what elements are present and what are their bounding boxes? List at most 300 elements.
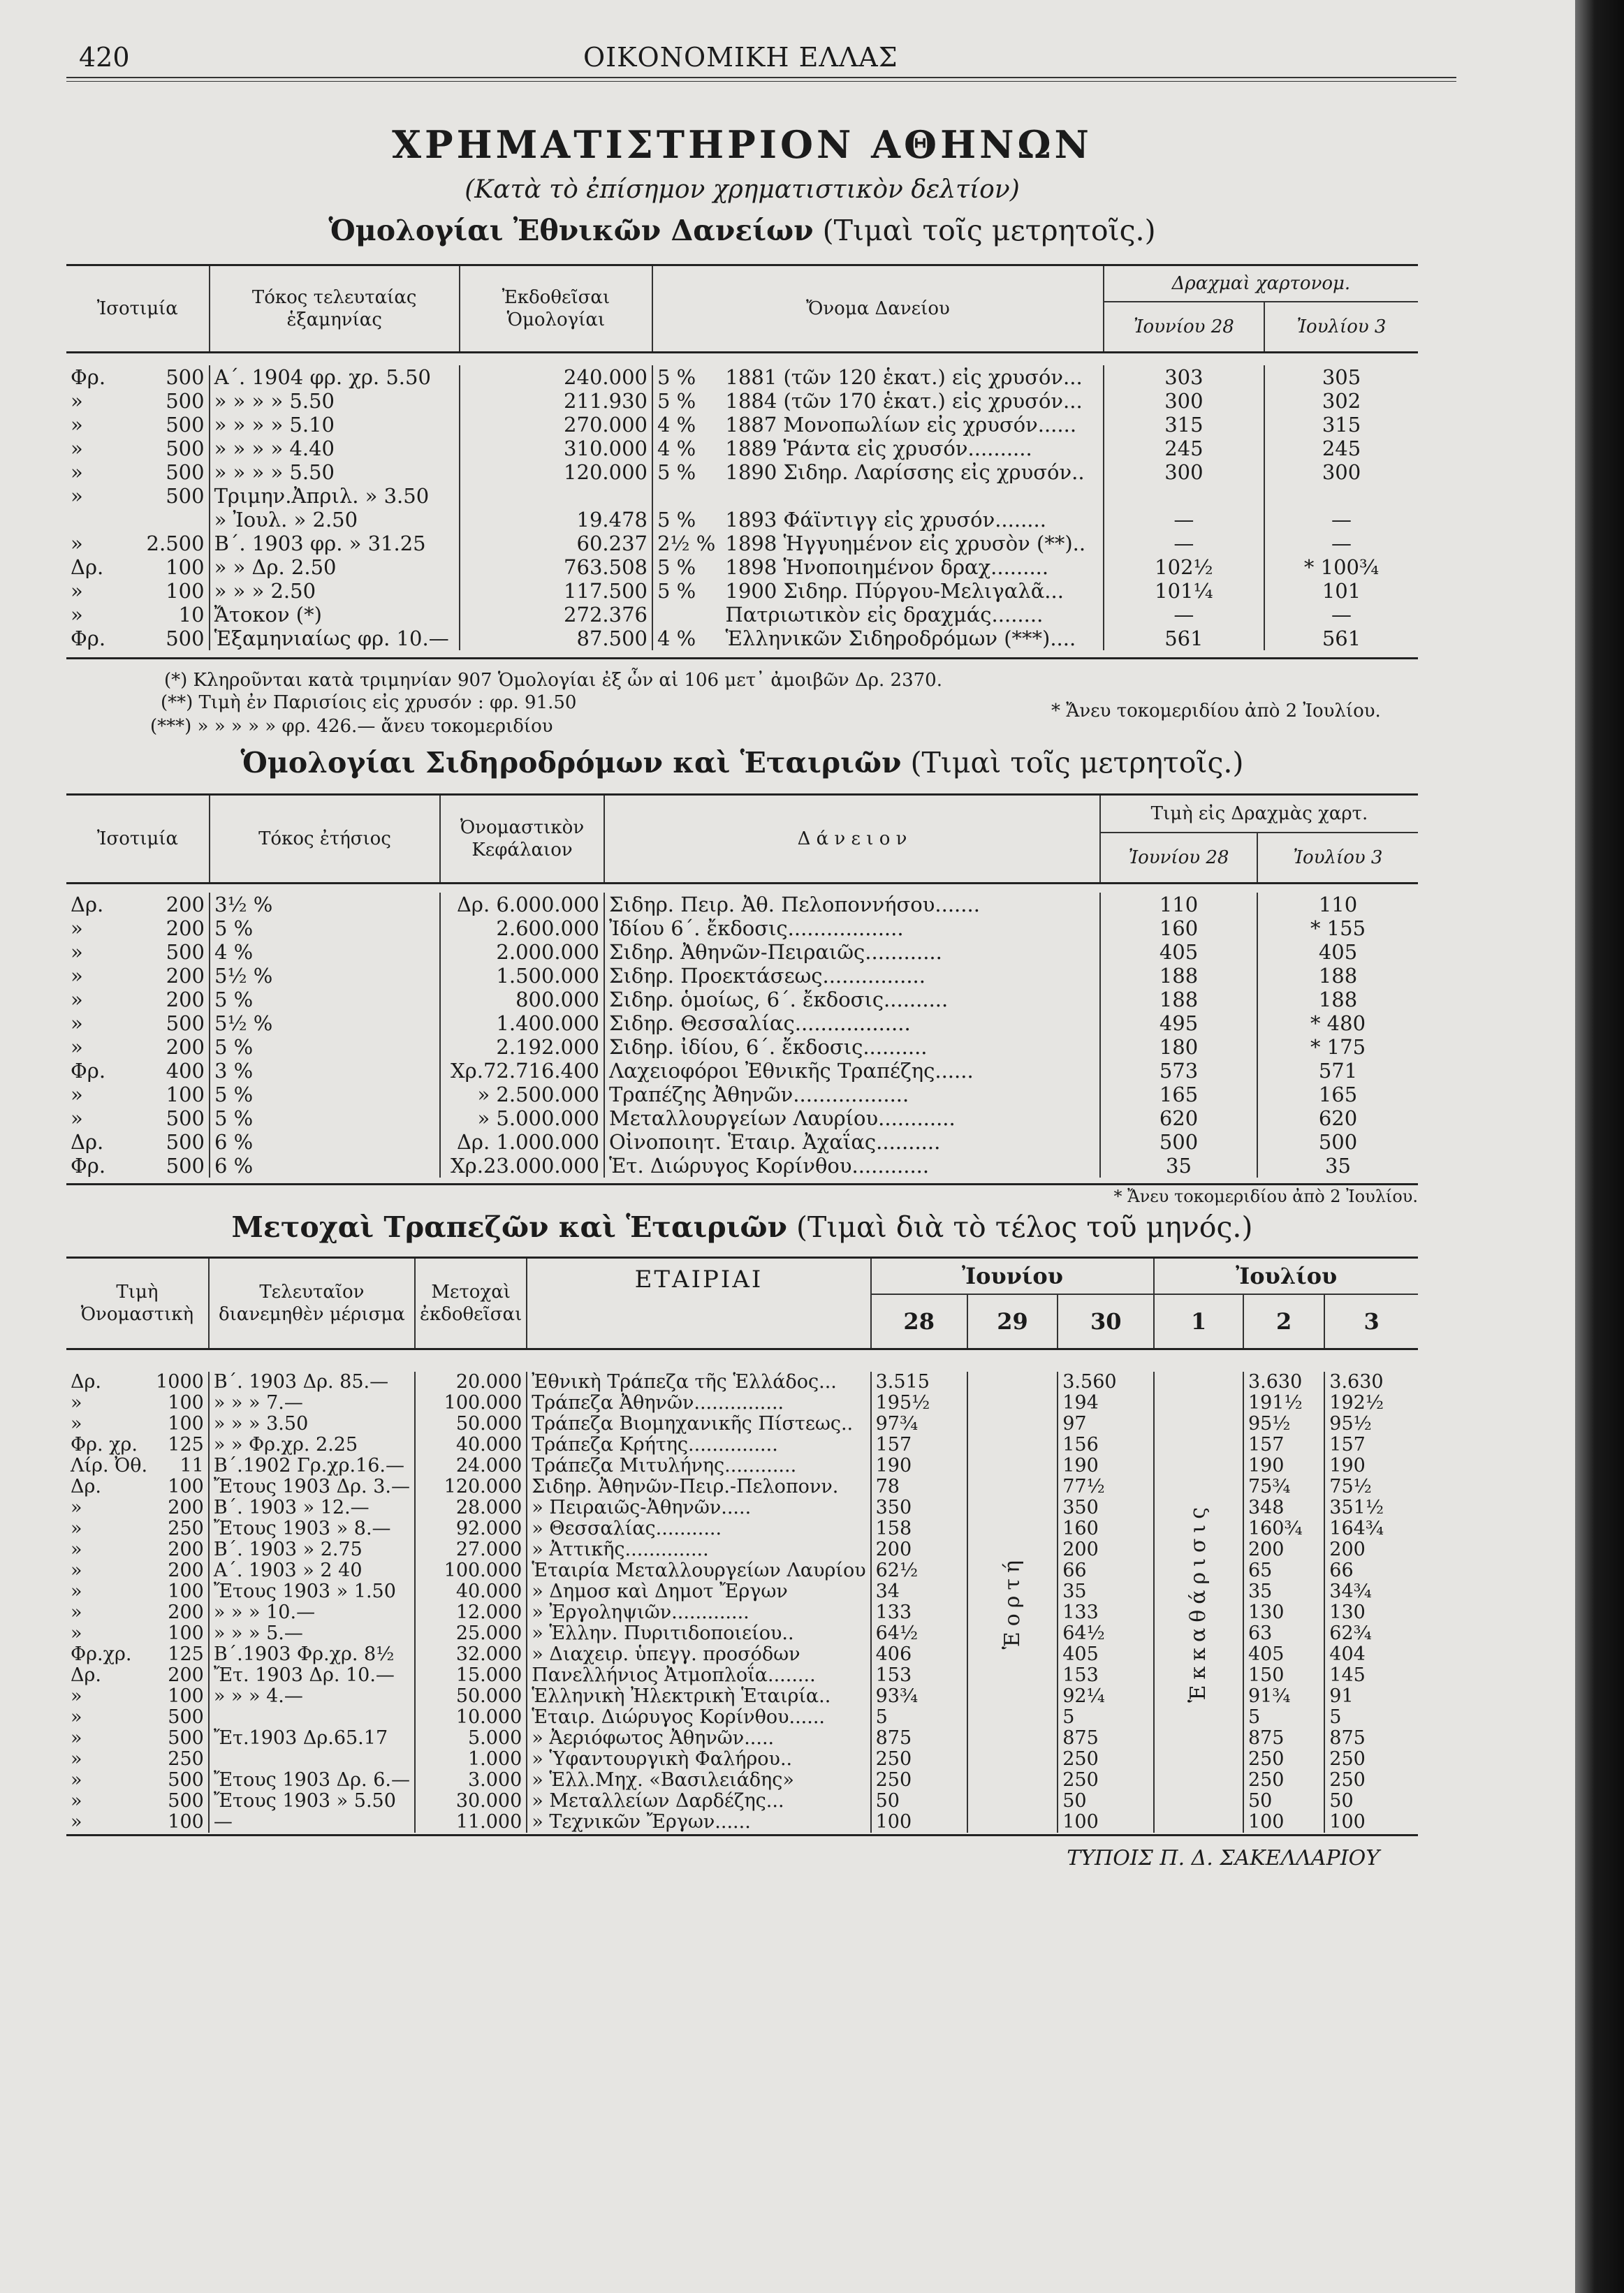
currency-cell: » [71, 1412, 82, 1435]
price-30-cell: 160 [1058, 1518, 1154, 1539]
price-3-cell: 200 [1324, 1539, 1418, 1560]
price-july-cell: * 155 [1257, 916, 1418, 940]
price-30-cell: 250 [1058, 1749, 1154, 1770]
rate-cell: 5 % [652, 555, 722, 579]
par-value-cell: 500 [166, 940, 205, 964]
interest-cell: 5 % [210, 1083, 440, 1106]
price-30-cell: 97 [1058, 1414, 1154, 1435]
section3-bottom-rule [66, 1834, 1418, 1836]
coupon-cell: Α΄. 1904 φρ. χρ. 5.50 [210, 365, 460, 389]
loan-name-cell: 1890 Σιδηρ. Λαρίσσης εἰς χρυσόν.. [725, 460, 1085, 484]
col3-d3: 3 [1324, 1294, 1418, 1349]
col3-etairiai: ΕΤΑΙΡΙΑΙ [527, 1258, 870, 1349]
shares-issued-cell: 40.000 [415, 1435, 527, 1456]
currency-cell: » [71, 1496, 82, 1518]
price-june-cell: 160 [1100, 916, 1257, 940]
nominal-value-cell: 100 [168, 1685, 204, 1707]
issued-cell: 272.376 [460, 603, 652, 627]
price-july-cell: — [1264, 508, 1418, 532]
price-3-cell: 145 [1324, 1665, 1418, 1686]
shares-issued-cell: 5.000 [415, 1728, 527, 1749]
table-row [66, 1154, 1418, 1178]
nominal-value-cell: 125 [168, 1433, 204, 1456]
company-name-cell: Ἑταιρία Μεταλλουργείων Λαυρίου [527, 1560, 870, 1581]
price-3-cell: 62¾ [1324, 1623, 1418, 1644]
price-june-cell: 180 [1100, 1035, 1257, 1059]
nominal-value-cell: 250 [168, 1517, 204, 1539]
currency-cell: Φρ. χρ. [71, 1433, 138, 1456]
price-2-cell: 200 [1243, 1539, 1324, 1560]
currency-cell [66, 508, 134, 532]
table-row [66, 389, 1418, 413]
price-2-cell: 157 [1243, 1435, 1324, 1456]
table-row [66, 1130, 1418, 1154]
currency-cell: Φρ. [71, 365, 106, 389]
shares-issued-cell: 28.000 [415, 1497, 527, 1518]
price-3-cell: 250 [1324, 1770, 1418, 1791]
nominal-value-cell: 500 [168, 1768, 204, 1791]
price-28-cell: 97¾ [871, 1414, 967, 1435]
company-name-cell: Τράπεζα Μιτυλήνης............ [527, 1456, 870, 1477]
currency-cell: Δρ. [71, 893, 104, 916]
table-row [66, 1083, 1418, 1106]
bond-name-cell: Λαχειοφόροι Ἐθνικῆς Τραπέζης...... [604, 1059, 1100, 1083]
bank-shares-table [66, 1257, 1418, 1833]
dividend-cell: Ἔτους 1903 » 8.— [209, 1518, 415, 1539]
par-value-cell: 500 [166, 388, 205, 413]
dividend-cell [209, 1707, 415, 1728]
shares-issued-cell: 120.000 [415, 1477, 527, 1497]
price-july-cell: 500 [1257, 1130, 1418, 1154]
currency-cell: » [71, 988, 83, 1011]
col2-daneion: Δ ά ν ε ι ο ν [604, 794, 1100, 883]
interest-cell: 5 % [210, 1035, 440, 1059]
section1-heading-rest: (Τιμαὶ τοῖς μετρητοῖς.) [822, 214, 1156, 247]
rate-cell: 5 % [652, 365, 722, 389]
shares-issued-cell: 32.000 [415, 1644, 527, 1665]
company-name-cell: » Θεσσαλίας........... [527, 1518, 870, 1539]
col3-iouliou: Ἰουλίου [1154, 1258, 1418, 1295]
currency-cell: » [71, 1559, 82, 1581]
price-3-cell: 75½ [1324, 1477, 1418, 1497]
price-july-cell: 300 [1264, 460, 1418, 484]
loan-name-cell: 1889 Ῥάντα εἰς χρυσόν.......... [725, 436, 1032, 460]
coupon-cell: » » » » 5.50 [210, 389, 460, 413]
section1-notes [66, 659, 1418, 737]
table-row [66, 627, 1418, 650]
price-28-cell: 190 [871, 1456, 967, 1477]
col-july3: Ἰουλίου 3 [1264, 302, 1418, 353]
note-1: (*) Κληροῦνται κατὰ τριμηνίαν 907 Ὁμολογίαι ἐξ ὧν αἱ 106 μετ᾽ ἀμοιβῶν Δρ. 2370. [164, 669, 942, 691]
company-name-cell: » Ἀεριόφωτος Ἀθηνῶν..... [527, 1728, 870, 1749]
currency-cell: » [71, 1810, 82, 1833]
shares-issued-cell: 12.000 [415, 1602, 527, 1623]
par-value-cell: 500 [166, 436, 205, 460]
price-30-cell: 3.560 [1058, 1372, 1154, 1393]
currency-cell: » [71, 1035, 83, 1059]
price-july-cell: * 175 [1257, 1035, 1418, 1059]
shares-issued-cell: 27.000 [415, 1539, 527, 1560]
rate-cell: 5 % [652, 508, 722, 532]
capital-cell: 2.600.000 [440, 916, 604, 940]
currency-cell: » [71, 531, 83, 555]
table-row [66, 532, 1418, 555]
table-row [66, 1372, 1418, 1393]
price-28-cell: 64½ [871, 1623, 967, 1644]
price-july-cell: 165 [1257, 1083, 1418, 1106]
price-june-cell: 300 [1104, 389, 1264, 413]
price-30-cell: 875 [1058, 1728, 1154, 1749]
price-28-cell: 157 [871, 1435, 967, 1456]
currency-cell: » [71, 1727, 82, 1749]
interest-cell: 3½ % [210, 893, 440, 916]
company-name-cell: Τράπεζα Ἀθηνῶν............... [527, 1393, 870, 1414]
price-july-cell: 188 [1257, 964, 1418, 988]
section1-heading-bold: Ὁμολογίαι Ἐθνικῶν Δανείων [328, 214, 814, 247]
coupon-cell: Ἑξαμηνιαίως φρ. 10.— [210, 627, 460, 650]
par-value-cell: 100 [166, 578, 205, 603]
par-value-cell: 200 [166, 893, 205, 916]
price-june-cell: 620 [1100, 1106, 1257, 1130]
table-row [66, 555, 1418, 579]
bond-name-cell: Σιδηρ. ὁμοίως, 6΄. ἔκδοσις.......... [604, 988, 1100, 1011]
price-30-cell: 250 [1058, 1770, 1154, 1791]
shares-issued-cell: 24.000 [415, 1456, 527, 1477]
table-row [66, 579, 1418, 603]
price-30-cell: 100 [1058, 1812, 1154, 1833]
capital-cell: » 5.000.000 [440, 1106, 604, 1130]
price-3-cell: 50 [1324, 1791, 1418, 1812]
company-name-cell: Ἐθνικὴ Τράπεζα τῆς Ἑλλάδος... [527, 1372, 870, 1393]
printer-imprint: ΤΥΠΟΙΣ Π. Δ. ΣΑΚΕΛΛΑΡΙΟΥ [1067, 1845, 1380, 1870]
price-june-cell: 188 [1100, 988, 1257, 1011]
section1-heading [66, 214, 1418, 247]
price-30-cell: 92¼ [1058, 1686, 1154, 1707]
price-2-cell: 130 [1243, 1602, 1324, 1623]
col2-july3: Ἰουλίου 3 [1257, 833, 1418, 884]
issued-cell: 87.500 [460, 627, 652, 650]
col-drachmai: Δραχμαὶ χαρτονομ. [1104, 265, 1418, 302]
table-row [66, 893, 1418, 916]
coupon-cell: » » » » 5.10 [210, 413, 460, 437]
section3-heading [66, 1210, 1418, 1244]
dividend-cell: Β΄.1903 Φρ.χρ. 8½ [209, 1644, 415, 1665]
price-30-cell: 133 [1058, 1602, 1154, 1623]
currency-cell: Δρ. [71, 1370, 101, 1393]
price-30-cell: 350 [1058, 1497, 1154, 1518]
nominal-value-cell: 1000 [156, 1370, 204, 1393]
price-july-cell: * 480 [1257, 1011, 1418, 1035]
price-june-cell: 561 [1104, 627, 1264, 650]
price-2-cell: 95½ [1243, 1414, 1324, 1435]
dividend-cell: Ἔτους 1903 » 1.50 [209, 1581, 415, 1602]
price-28-cell: 133 [871, 1602, 967, 1623]
shares-issued-cell: 1.000 [415, 1749, 527, 1770]
nominal-value-cell: 200 [168, 1559, 204, 1581]
dividend-cell: Ἔτους 1903 Δρ. 6.— [209, 1770, 415, 1791]
currency-cell: » [71, 1768, 82, 1791]
price-june-cell: 495 [1100, 1011, 1257, 1035]
price-30-cell: 153 [1058, 1665, 1154, 1686]
price-june-cell: — [1104, 532, 1264, 555]
currency-cell: Δρ. [71, 1664, 101, 1686]
price-2-cell: 65 [1243, 1560, 1324, 1581]
rate-cell: 5 % [652, 389, 722, 413]
price-3-cell: 66 [1324, 1560, 1418, 1581]
par-value-cell: 100 [166, 555, 205, 579]
currency-cell: Δρ. [71, 555, 104, 579]
col2-june28: Ἰουνίου 28 [1100, 833, 1257, 884]
bond-name-cell: Σιδηρ. Προεκτάσεως................ [604, 964, 1100, 988]
nominal-value-cell: 250 [168, 1748, 204, 1770]
price-june-cell: 165 [1100, 1083, 1257, 1106]
par-value-cell: 500 [166, 1130, 205, 1154]
loan-name-cell: 1893 Φάϊντιγγ εἰς χρυσόν........ [725, 507, 1046, 532]
par-value-cell: 200 [166, 916, 205, 940]
price-30-cell: 405 [1058, 1644, 1154, 1665]
company-name-cell: Σιδηρ. Ἀθηνῶν-Πειρ.-Πελοπονν. [527, 1477, 870, 1497]
price-28-cell: 875 [871, 1728, 967, 1749]
nominal-value-cell: 200 [168, 1601, 204, 1623]
dividend-cell: Β΄. 1903 » 12.— [209, 1497, 415, 1518]
par-value-cell: 500 [166, 1011, 205, 1035]
company-name-cell: » Μεταλλείων Δαρδέζης... [527, 1791, 870, 1812]
col-june28: Ἰουνίου 28 [1104, 302, 1264, 353]
price-2-cell: 160¾ [1243, 1518, 1324, 1539]
price-june-cell: 101¼ [1104, 579, 1264, 603]
settlement-column [1154, 1372, 1243, 1833]
section3-heading-bold: Μετοχαὶ Τραπεζῶν καὶ Ἑταιριῶν [231, 1210, 787, 1244]
price-july-cell: 305 [1264, 365, 1418, 389]
table-row [66, 916, 1418, 940]
par-value-cell: 200 [166, 988, 205, 1011]
price-july-cell [1264, 484, 1418, 508]
price-30-cell: 194 [1058, 1393, 1154, 1414]
company-name-cell: » Ἀττικῆς.............. [527, 1539, 870, 1560]
price-28-cell: 5 [871, 1707, 967, 1728]
interest-cell: 6 % [210, 1154, 440, 1178]
table-row [66, 988, 1418, 1011]
price-july-cell: 245 [1264, 437, 1418, 460]
table-row [66, 460, 1418, 484]
document-page [66, 28, 1418, 1870]
col3-merisma: Τελευταῖον διανεμηθὲν μέρισμα [209, 1258, 415, 1349]
table-row [66, 508, 1418, 532]
shares-issued-cell: 50.000 [415, 1686, 527, 1707]
running-title: ΟΙΚΟΝΟΜΙΚΗ ΕΛΛΑΣ [583, 42, 898, 73]
price-3-cell: 100 [1324, 1812, 1418, 1833]
nominal-value-cell: 11 [180, 1454, 204, 1477]
bond-name-cell: Μεταλλουργείων Λαυρίου............ [604, 1106, 1100, 1130]
loan-name-cell: Πατριωτικὸν εἰς δραχμάς........ [725, 602, 1044, 627]
col2-tokos: Τόκος ἐτήσιος [210, 794, 440, 883]
bond-name-cell: Ἑτ. Διώρυγος Κορίνθου............ [604, 1154, 1100, 1178]
coupon-cell: » » » » 5.50 [210, 460, 460, 484]
price-2-cell: 63 [1243, 1623, 1324, 1644]
coupon-cell: » » » » 4.40 [210, 437, 460, 460]
national-loans-body [66, 353, 1418, 656]
dividend-cell: — [209, 1812, 415, 1833]
table-row [66, 437, 1418, 460]
company-name-cell: » Ἐργοληψιῶν............. [527, 1602, 870, 1623]
section2-note: * Ἄνευ τοκομεριδίου ἀπὸ 2 Ἰουλίου. [1113, 1187, 1418, 1206]
currency-cell: » [71, 1106, 83, 1130]
par-value-cell: 100 [166, 1083, 205, 1106]
col3-d30: 30 [1058, 1294, 1154, 1349]
coupon-cell: Β΄. 1903 φρ. » 31.25 [210, 532, 460, 555]
currency-cell: » [71, 940, 83, 964]
price-july-cell: 620 [1257, 1106, 1418, 1130]
currency-cell: Φρ. [71, 1059, 106, 1083]
rate-cell [652, 603, 722, 627]
currency-cell: » [71, 1517, 82, 1539]
capital-cell: 1.500.000 [440, 964, 604, 988]
currency-cell: » [71, 388, 83, 413]
dividend-cell: Ἔτους 1903 Δρ. 3.— [209, 1477, 415, 1497]
coupon-cell: Τριμην.Ἀπριλ. » 3.50 [210, 484, 460, 508]
price-2-cell: 50 [1243, 1791, 1324, 1812]
company-name-cell: Πανελλήνιος Ἀτμοπλοΐα........ [527, 1665, 870, 1686]
price-3-cell: 351½ [1324, 1497, 1418, 1518]
price-july-cell: 35 [1257, 1154, 1418, 1178]
price-3-cell: 404 [1324, 1644, 1418, 1665]
nominal-value-cell: 100 [168, 1475, 204, 1497]
issued-cell [460, 484, 652, 508]
capital-cell: 800.000 [440, 988, 604, 1011]
price-july-cell: 188 [1257, 988, 1418, 1011]
price-30-cell: 66 [1058, 1560, 1154, 1581]
section2-heading-bold: Ὁμολογίαι Σιδηροδρόμων καὶ Ἑταιριῶν [240, 745, 902, 779]
dividend-cell: Ἔτους 1903 » 5.50 [209, 1791, 415, 1812]
price-june-cell: 315 [1104, 413, 1264, 437]
par-value-cell: 500 [166, 483, 205, 508]
dividend-cell: Β΄. 1903 Δρ. 85.— [209, 1372, 415, 1393]
price-july-cell: 302 [1264, 389, 1418, 413]
shares-issued-cell: 100.000 [415, 1560, 527, 1581]
price-3-cell: 250 [1324, 1749, 1418, 1770]
currency-cell: » [71, 1011, 83, 1035]
bank-shares-body [66, 1349, 1418, 1833]
nominal-value-cell: 125 [168, 1643, 204, 1665]
interest-cell: 5½ % [210, 964, 440, 988]
shares-issued-cell: 30.000 [415, 1791, 527, 1812]
price-2-cell: 150 [1243, 1665, 1324, 1686]
price-3-cell: 34¾ [1324, 1581, 1418, 1602]
loan-name-cell: 1887 Μονοπωλίων εἰς χρυσόν...... [725, 412, 1077, 437]
bond-name-cell: Σιδηρ. Ἀθηνῶν-Πειραιῶς............ [604, 940, 1100, 964]
currency-cell: » [71, 1538, 82, 1560]
par-value-cell: 500 [166, 1106, 205, 1130]
currency-cell: » [71, 1685, 82, 1707]
table-row [66, 413, 1418, 437]
note-2b: * Ἄνευ τοκομεριδίου ἀπὸ 2 Ἰουλίου. [1051, 700, 1381, 721]
capital-cell: Δρ. 1.000.000 [440, 1130, 604, 1154]
price-june-cell: 110 [1100, 893, 1257, 916]
interest-cell: 5 % [210, 916, 440, 940]
interest-cell: 6 % [210, 1130, 440, 1154]
price-2-cell: 100 [1243, 1812, 1324, 1833]
table-row [66, 1035, 1418, 1059]
capital-cell: 2.192.000 [440, 1035, 604, 1059]
price-2-cell: 190 [1243, 1456, 1324, 1477]
shares-issued-cell: 11.000 [415, 1812, 527, 1833]
interest-cell: 4 % [210, 940, 440, 964]
price-2-cell: 348 [1243, 1497, 1324, 1518]
price-2-cell: 91¾ [1243, 1686, 1324, 1707]
dividend-cell: » » » 5.— [209, 1623, 415, 1644]
company-name-cell: Ἑταιρ. Διώρυγος Κορίνθου...... [527, 1707, 870, 1728]
holiday-column [967, 1372, 1058, 1833]
currency-cell: » [71, 1083, 83, 1106]
col3-iouniou: Ἰουνίου [871, 1258, 1155, 1295]
currency-cell: Φρ.χρ. [71, 1643, 132, 1665]
price-30-cell: 5 [1058, 1707, 1154, 1728]
issued-cell: 310.000 [460, 437, 652, 460]
col3-d1: 1 [1154, 1294, 1243, 1349]
note-3: (***) » » » » » φρ. 426.— ἄνευ τοκομεριδίου [150, 715, 553, 737]
price-2-cell: 405 [1243, 1644, 1324, 1665]
col-onoma: Ὄνομα Δανείου [652, 265, 1104, 353]
price-28-cell: 350 [871, 1497, 967, 1518]
loan-name-cell: 1898 Ἡγγυημένον εἰς χρυσὸν (**).. [725, 531, 1086, 555]
issued-cell: 270.000 [460, 413, 652, 437]
dividend-cell [209, 1749, 415, 1770]
capital-cell: Χρ.23.000.000 [440, 1154, 604, 1178]
nominal-value-cell: 500 [168, 1727, 204, 1749]
issued-cell: 117.500 [460, 579, 652, 603]
par-value-cell: 10 [178, 602, 205, 627]
shares-issued-cell: 15.000 [415, 1665, 527, 1686]
capital-cell: Χρ.72.716.400 [440, 1059, 604, 1083]
company-name-cell: » Πειραιῶς-Ἀθηνῶν..... [527, 1497, 870, 1518]
table-row [66, 964, 1418, 988]
price-june-cell: 35 [1100, 1154, 1257, 1178]
currency-cell: » [71, 602, 83, 627]
currency-cell: » [71, 964, 83, 988]
price-3-cell: 95½ [1324, 1414, 1418, 1435]
loan-name-cell: 1900 Σιδηρ. Πύργου-Μελιγαλᾶ... [725, 578, 1064, 603]
rate-cell: 5 % [652, 579, 722, 603]
capital-cell: 2.000.000 [440, 940, 604, 964]
price-july-cell: 405 [1257, 940, 1418, 964]
nominal-value-cell: 100 [168, 1580, 204, 1602]
currency-cell: Δρ. [71, 1475, 101, 1497]
rate-cell: 2½ % [652, 532, 722, 555]
par-value-cell: 500 [166, 412, 205, 437]
page-title: ΧΡΗΜΑΤΙΣΤΗΡΙΟΝ ΑΘΗΝΩΝ [392, 122, 1092, 167]
table-row [66, 1059, 1418, 1083]
price-3-cell: 875 [1324, 1728, 1418, 1749]
price-2-cell: 35 [1243, 1581, 1324, 1602]
col-ekdothisai: Ἐκδοθεῖσαι Ὁμολογίαι [460, 265, 652, 353]
price-28-cell: 93¾ [871, 1686, 967, 1707]
currency-cell: Φρ. [71, 626, 106, 650]
price-july-cell: 315 [1264, 413, 1418, 437]
price-june-cell: 303 [1104, 365, 1264, 389]
scan-binding-shadow [1575, 0, 1624, 2293]
price-june-cell [1104, 484, 1264, 508]
par-value-cell: 2.500 [146, 531, 205, 555]
shares-issued-cell: 92.000 [415, 1518, 527, 1539]
coupon-cell: » » » 2.50 [210, 579, 460, 603]
table-row [66, 365, 1418, 389]
nominal-value-cell: 100 [168, 1412, 204, 1435]
price-28-cell: 62½ [871, 1560, 967, 1581]
nominal-value-cell: 500 [168, 1789, 204, 1812]
table-row [66, 1011, 1418, 1035]
col2-isotimia: Ἰσοτιμία [66, 794, 210, 883]
interest-cell: 3 % [210, 1059, 440, 1083]
